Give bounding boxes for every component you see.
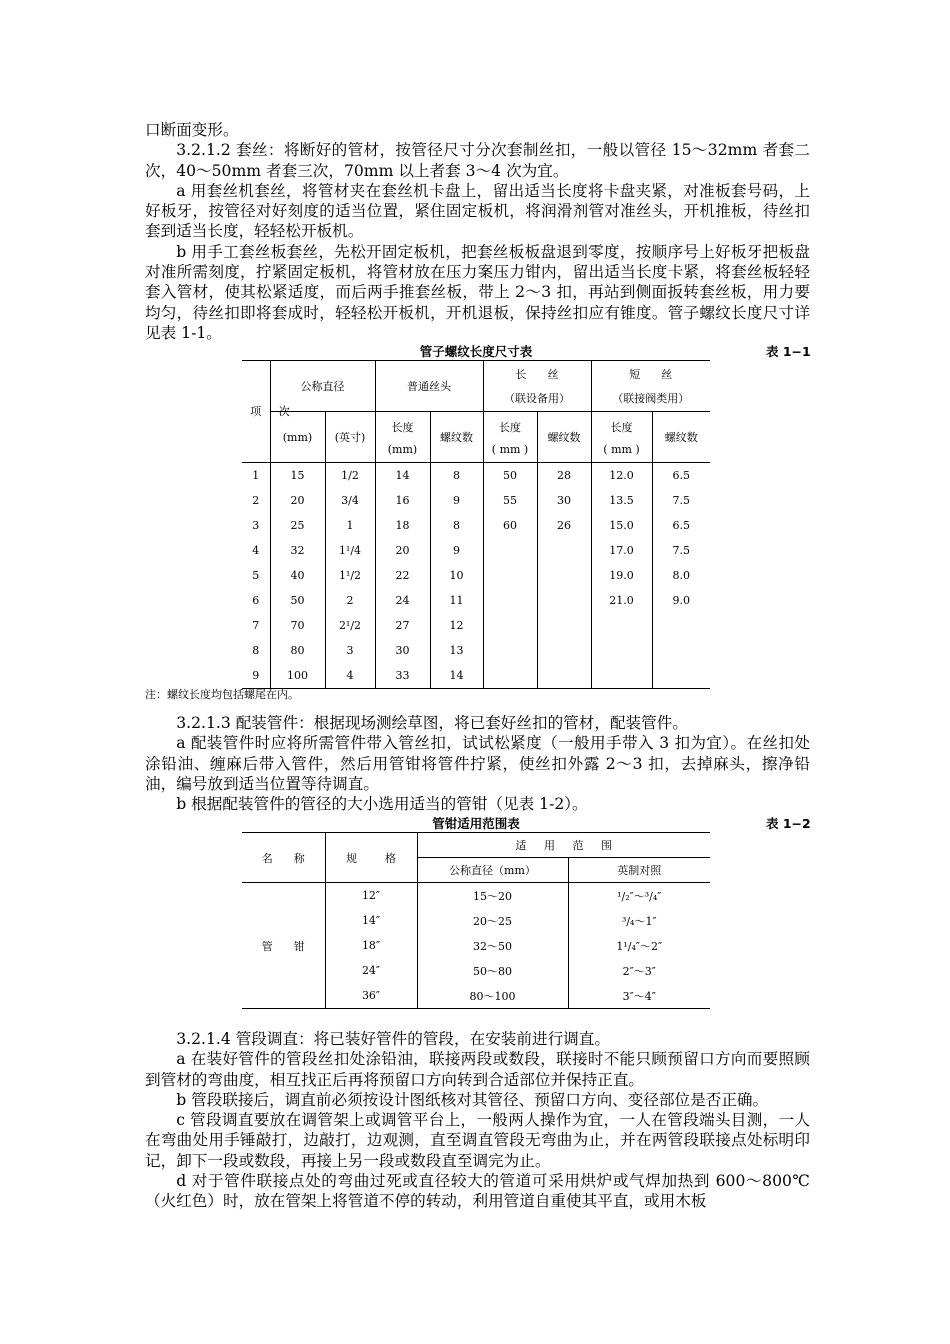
table-cell: 6.5 (652, 463, 710, 489)
table-cell: 3/4 (325, 488, 375, 513)
table-cell: 18″ (325, 933, 417, 958)
table-cell: 12.0 (591, 463, 652, 489)
paragraph: 3.2.1.3 配装管件：根据现场测绘草图，将已套好丝扣的管材，配装管件。 (176, 714, 688, 732)
table-cell: 12 (430, 613, 483, 638)
table-cell: 3″～4″ (568, 983, 710, 1009)
table-row (242, 513, 710, 538)
table-cell: 8 (430, 463, 483, 489)
table2-number: 表 1−2 (766, 816, 811, 831)
table-cell: 9 (430, 538, 483, 563)
table-cell: 2 (325, 588, 375, 613)
table-cell (537, 563, 591, 588)
table-cell: 25 (270, 513, 325, 538)
table-cell: 10 (430, 563, 483, 588)
table1-note: 注：螺纹长度均包括螺尾在内。 (145, 688, 299, 701)
table-cell: 3 (252, 519, 260, 532)
table-cell (591, 638, 652, 663)
table-cell: 80 (270, 638, 325, 663)
header-turns: 螺纹数 (537, 412, 591, 463)
table-cell (537, 538, 591, 563)
table-row (242, 883, 710, 909)
table-cell: 1 (325, 513, 375, 538)
paragraph: 3.2.1.4 管段调直：将已装好管件的管段，在安装前进行调直。 (176, 1030, 610, 1048)
table-cell: 20 (375, 538, 430, 563)
table-cell: 55 (483, 488, 537, 513)
table-cell (483, 538, 537, 563)
table-cell: 14 (375, 463, 430, 489)
table2-title: 管钳适用范围表 (432, 816, 520, 831)
header-short: 短 丝 （联接阀类用） (591, 361, 710, 412)
table-cell: 70 (270, 613, 325, 638)
table-cell: 8 (252, 644, 260, 657)
header-imperial: 英制对照 (568, 858, 710, 883)
header-spec: 规 格 (325, 833, 417, 883)
header-item: 项 次 (242, 361, 270, 463)
table-cell (591, 613, 652, 638)
table-cell: 4 (252, 544, 260, 557)
table-cell: 4 (325, 663, 375, 689)
table-cell: 7.5 (652, 488, 710, 513)
table-cell: 33 (375, 663, 430, 689)
table-cell: 9.0 (652, 588, 710, 613)
table-cell: 50～80 (417, 958, 568, 983)
table-cell: 32 (270, 538, 325, 563)
header-length: 长度 ( mm ) (591, 412, 652, 463)
pipe-wrench-table (242, 832, 710, 1009)
paragraph: d 对于管件联接点处的弯曲过死或直径较大的管道可采用烘炉或气焊加热到 600～800℃（火红色）时，放在管架上将管道不停的转动，利用管道自重使其平直，或用木板 (145, 1172, 810, 1211)
table-cell: 12″ (325, 883, 417, 909)
table-cell: 40 (270, 563, 325, 588)
text-block-bottom (145, 1029, 810, 1212)
table-row (242, 638, 710, 663)
table-cell (591, 663, 652, 689)
paragraph: a 在装好管件的管段丝扣处涂铅油，联接两段或数段，联接时不能只顾预留口方向而要照顾到管材的弯曲度，相互找正后再将预留口方向转到合适部位并保持正直。 (145, 1050, 810, 1089)
table-cell: 14″ (325, 908, 417, 933)
table-cell: 9 (430, 488, 483, 513)
table-cell: 7 (252, 619, 260, 632)
table-cell (537, 613, 591, 638)
table-cell: 80～100 (417, 983, 568, 1009)
table-cell: 20 (270, 488, 325, 513)
header-nominal: 公称直径 (270, 361, 375, 412)
table-cell (483, 563, 537, 588)
header-long: 长 丝 （联设备用） (483, 361, 591, 412)
table-cell: 1/2 (325, 463, 375, 489)
table-cell (483, 638, 537, 663)
table-cell: 15～20 (417, 883, 568, 909)
table-cell (483, 663, 537, 689)
table-cell (652, 613, 710, 638)
paragraph: b 根据配装管件的管径的大小选用适当的管钳（见表 1-2）。 (176, 795, 588, 814)
table-cell: 17.0 (591, 538, 652, 563)
paragraph: 3.2.1.2 套丝：将断好的管材，按管径尺寸分次套制丝扣，一般以管径 15～32mm 者套二次，40～50mm 者套三次，70mm 以上者套 3～4 次为宜。 (145, 141, 810, 180)
table-cell: 50 (270, 588, 325, 613)
table-cell: 60 (483, 513, 537, 538)
table-cell: 24″ (325, 958, 417, 983)
table-cell: 28 (537, 463, 591, 489)
table-cell: 6 (252, 594, 260, 607)
table-cell: 2¹/2 (325, 613, 375, 638)
table-cell (537, 638, 591, 663)
table-cell: 24 (375, 588, 430, 613)
table-cell: 15 (270, 463, 325, 489)
table-cell: 100 (270, 663, 325, 689)
text-block-top (145, 120, 810, 343)
table-cell: 30 (537, 488, 591, 513)
table-cell: 36″ (325, 983, 417, 1009)
paragraph: c 管段调直要放在调管架上或调管平台上，一般两人操作为宜，一人在管段端头目测，一人在弯曲处用手锤敲打，边敲打，边观测，直至调直管段无弯曲为止，并在两管段联接点处标明印记，卸下一段或数段，再接上另一段或数段直至调完为止。 (145, 1111, 810, 1170)
table-cell (483, 613, 537, 638)
table-cell: 27 (375, 613, 430, 638)
table-cell: 20～25 (417, 908, 568, 933)
paragraph: a 配装管件时应将所需管件带入管丝扣，试试松紧度（一般用手带入 3 扣为宜）。在丝扣处涂铅油、缠麻后带入管件，然后用管钳将管件拧紧，使丝扣外露 2～3 扣，去掉麻头，擦净铅油，编号放到适当位置等待调直。 (145, 734, 810, 793)
header-inch: (英寸) (325, 412, 375, 463)
table-cell: 9 (252, 669, 260, 682)
paragraph: a 用套丝机套丝，将管材夹在套丝机卡盘上，留出适当长度将卡盘夹紧，对准板套号码，上好板牙，按管径对好刻度的适当位置，紧住固定板机，将润滑剂管对准丝头，开机推板，待丝扣套到适当长度，轻轻松开板机。 (145, 181, 810, 241)
table-cell: 32～50 (417, 933, 568, 958)
table-cell: ³/₄～1″ (568, 908, 710, 933)
table-cell: 19.0 (591, 563, 652, 588)
table-cell: 26 (537, 513, 591, 538)
table-cell: 2 (252, 494, 260, 507)
table-row (242, 613, 710, 638)
table-row (242, 463, 710, 489)
table-cell: 5 (252, 569, 260, 582)
table-cell: 14 (430, 663, 483, 689)
header-mm: (mm) (270, 412, 325, 463)
table-row (242, 538, 710, 563)
paragraph: b 用手工套丝板套丝，先松开固定板机，把套丝板板盘退到零度，按顺序号上好板牙把板盘对准所需刻度，拧紧固定板机，将管材放在压力案压力钳内，留出适当长度卡紧，将套丝板轻轻套入管材，使其松紧适度，而后两手推套丝板，带上 2～3 扣，再站到侧面扳转套丝板，用力要均匀，待丝扣即将套成时，轻轻松开板机，开机退板，保持丝扣应有锥度。管子螺纹长度尺寸详见表 1-1。 (145, 242, 810, 342)
table-cell (483, 588, 537, 613)
header-range: 适 用 范 围 (417, 833, 710, 858)
table-cell: 50 (483, 463, 537, 489)
table-cell: 11 (430, 588, 483, 613)
table-cell: 3 (325, 638, 375, 663)
table-cell: 21.0 (591, 588, 652, 613)
paragraph: 口断面变形。 (145, 121, 239, 139)
table-cell: 15.0 (591, 513, 652, 538)
table-cell: 2″～3″ (568, 958, 710, 983)
table-cell: 7.5 (652, 538, 710, 563)
table-cell (537, 663, 591, 689)
header-length: 长度 (mm) (375, 412, 430, 463)
table-cell: 8 (430, 513, 483, 538)
table-row (242, 563, 710, 588)
table-row (242, 663, 710, 689)
header-turns: 螺纹数 (652, 412, 710, 463)
table-cell: 1¹/2 (325, 563, 375, 588)
table-cell: 1¹/4 (325, 538, 375, 563)
table1-number: 表 1−1 (766, 344, 811, 359)
header-nominal: 公称直径（mm） (417, 858, 568, 883)
text-block-mid (145, 713, 810, 814)
table-cell: ¹/₂″～³/₄″ (568, 883, 710, 909)
table-cell: 16 (375, 488, 430, 513)
paragraph: b 管段联接后，调直前必须按设计图纸核对其管径、预留口方向、变径部位是否正确。 (176, 1090, 769, 1109)
table-cell (537, 588, 591, 613)
table-cell: 1 (252, 469, 260, 482)
table-cell: 8.0 (652, 563, 710, 588)
table-cell: 1¹/₄″～2″ (568, 933, 710, 958)
table1-title: 管子螺纹长度尺寸表 (419, 344, 533, 359)
tool-name: 管 钳 (261, 939, 305, 953)
header-turns: 螺纹数 (430, 412, 483, 463)
header-name: 名 称 (242, 833, 325, 883)
table-cell: 18 (375, 513, 430, 538)
thread-length-table (242, 360, 710, 689)
table-cell: 13.5 (591, 488, 652, 513)
table-cell: 13 (430, 638, 483, 663)
table-row (242, 488, 710, 513)
table-row (242, 588, 710, 613)
table-cell (652, 663, 710, 689)
table-cell (652, 638, 710, 663)
table-cell: 6.5 (652, 513, 710, 538)
header-length: 长度 ( mm ) (483, 412, 537, 463)
header-normal: 普通丝头 (375, 361, 483, 412)
table-cell: 30 (375, 638, 430, 663)
table-cell: 22 (375, 563, 430, 588)
